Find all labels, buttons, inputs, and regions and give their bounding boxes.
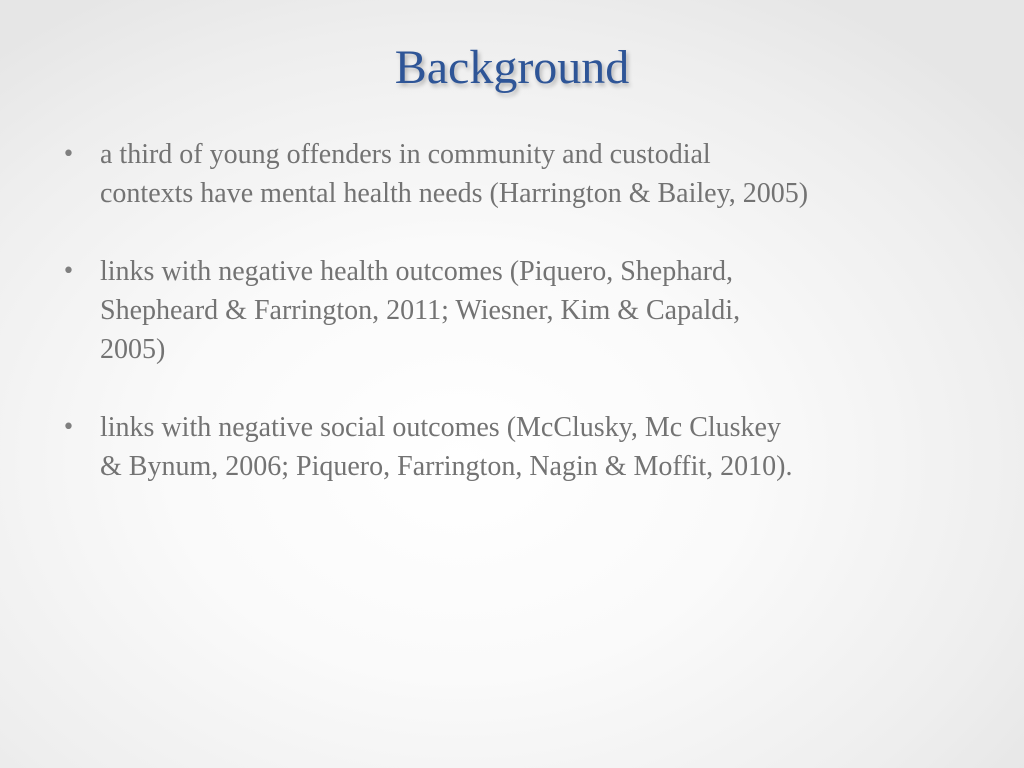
bullet-item [56,135,976,213]
slide-title: Background [394,41,630,94]
bullet-line: 2005) [100,334,166,365]
bullet-line: Shepheard & Farrington, 2011; Wiesner, Kim & Capaldi, [100,295,741,326]
bullet-line: & Bynum, 2006; Piquero, Farrington, Nagin & Moffit, 2010). [100,451,793,482]
bullet-list [56,135,976,525]
bullet-item [56,252,976,369]
bullet-line: a third of young offenders in community and custodial [100,139,711,170]
bullet-line: links with negative social outcomes (McClusky, Mc Cluskey [100,412,781,443]
bullet-icon: • [62,142,75,167]
bullet-icon: • [62,259,75,284]
bullet-item [56,408,976,486]
bullet-icon: • [62,415,75,440]
bullet-line: links with negative health outcomes (Piquero, Shephard, [100,256,733,287]
bullet-line: contexts have mental health needs (Harrington & Bailey, 2005) [100,178,809,209]
